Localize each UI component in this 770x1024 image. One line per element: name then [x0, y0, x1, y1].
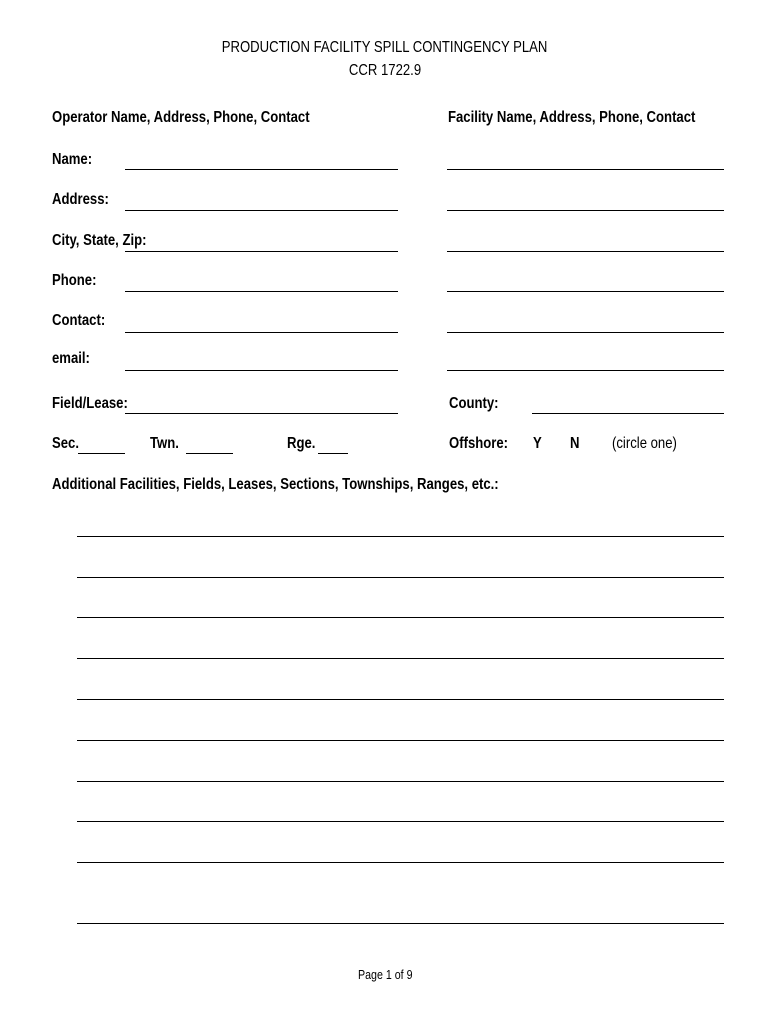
- facility-section-heading: Facility Name, Address, Phone, Contact: [448, 109, 696, 126]
- name-label: Name:: [52, 151, 93, 168]
- facility-email-field[interactable]: [447, 370, 724, 371]
- sec-field[interactable]: [78, 453, 125, 454]
- field-lease-label: Field/Lease:: [52, 395, 128, 412]
- phone-label: Phone:: [52, 272, 97, 289]
- additional-line-5[interactable]: [77, 699, 724, 700]
- operator-email-field[interactable]: [125, 370, 398, 371]
- rge-label: Rge.: [287, 435, 316, 452]
- additional-line-1[interactable]: [77, 536, 724, 537]
- additional-line-7[interactable]: [77, 781, 724, 782]
- offshore-yes-option[interactable]: Y: [533, 435, 542, 452]
- additional-line-4[interactable]: [77, 658, 724, 659]
- facility-name-field[interactable]: [447, 169, 724, 170]
- county-label: County:: [449, 395, 499, 412]
- contact-label: Contact:: [52, 312, 106, 329]
- additional-line-10[interactable]: [77, 923, 724, 924]
- sec-label: Sec.: [52, 435, 79, 452]
- facility-phone-field[interactable]: [447, 291, 724, 292]
- operator-address-field[interactable]: [125, 210, 398, 211]
- rge-field[interactable]: [318, 453, 348, 454]
- facility-address-field[interactable]: [447, 210, 724, 211]
- twn-label: Twn.: [150, 435, 179, 452]
- operator-contact-field[interactable]: [125, 332, 398, 333]
- operator-city-field[interactable]: [125, 251, 398, 252]
- form-subtitle: CCR 1722.9: [348, 62, 422, 79]
- additional-line-8[interactable]: [77, 821, 724, 822]
- operator-section-heading: Operator Name, Address, Phone, Contact: [52, 109, 310, 126]
- offshore-label: Offshore:: [449, 435, 509, 452]
- operator-phone-field[interactable]: [125, 291, 398, 292]
- city-state-zip-label: City, State, Zip:: [52, 232, 147, 249]
- address-label: Address:: [52, 191, 109, 208]
- county-field[interactable]: [532, 413, 724, 414]
- additional-line-2[interactable]: [77, 577, 724, 578]
- facility-city-field[interactable]: [447, 251, 724, 252]
- page-number: Page 1 of 9: [357, 967, 413, 982]
- twn-field[interactable]: [186, 453, 233, 454]
- offshore-no-option[interactable]: N: [570, 435, 580, 452]
- field-lease-field[interactable]: [125, 413, 398, 414]
- additional-line-3[interactable]: [77, 617, 724, 618]
- additional-line-6[interactable]: [77, 740, 724, 741]
- facility-contact-field[interactable]: [447, 332, 724, 333]
- form-title: PRODUCTION FACILITY SPILL CONTINGENCY PLAN: [222, 39, 548, 56]
- additional-line-9[interactable]: [77, 862, 724, 863]
- email-label: email:: [52, 350, 90, 367]
- additional-facilities-label: Additional Facilities, Fields, Leases, Sections, Townships, Ranges, etc.:: [52, 476, 499, 493]
- operator-name-field[interactable]: [125, 169, 398, 170]
- circle-one-instruction: (circle one): [612, 435, 677, 452]
